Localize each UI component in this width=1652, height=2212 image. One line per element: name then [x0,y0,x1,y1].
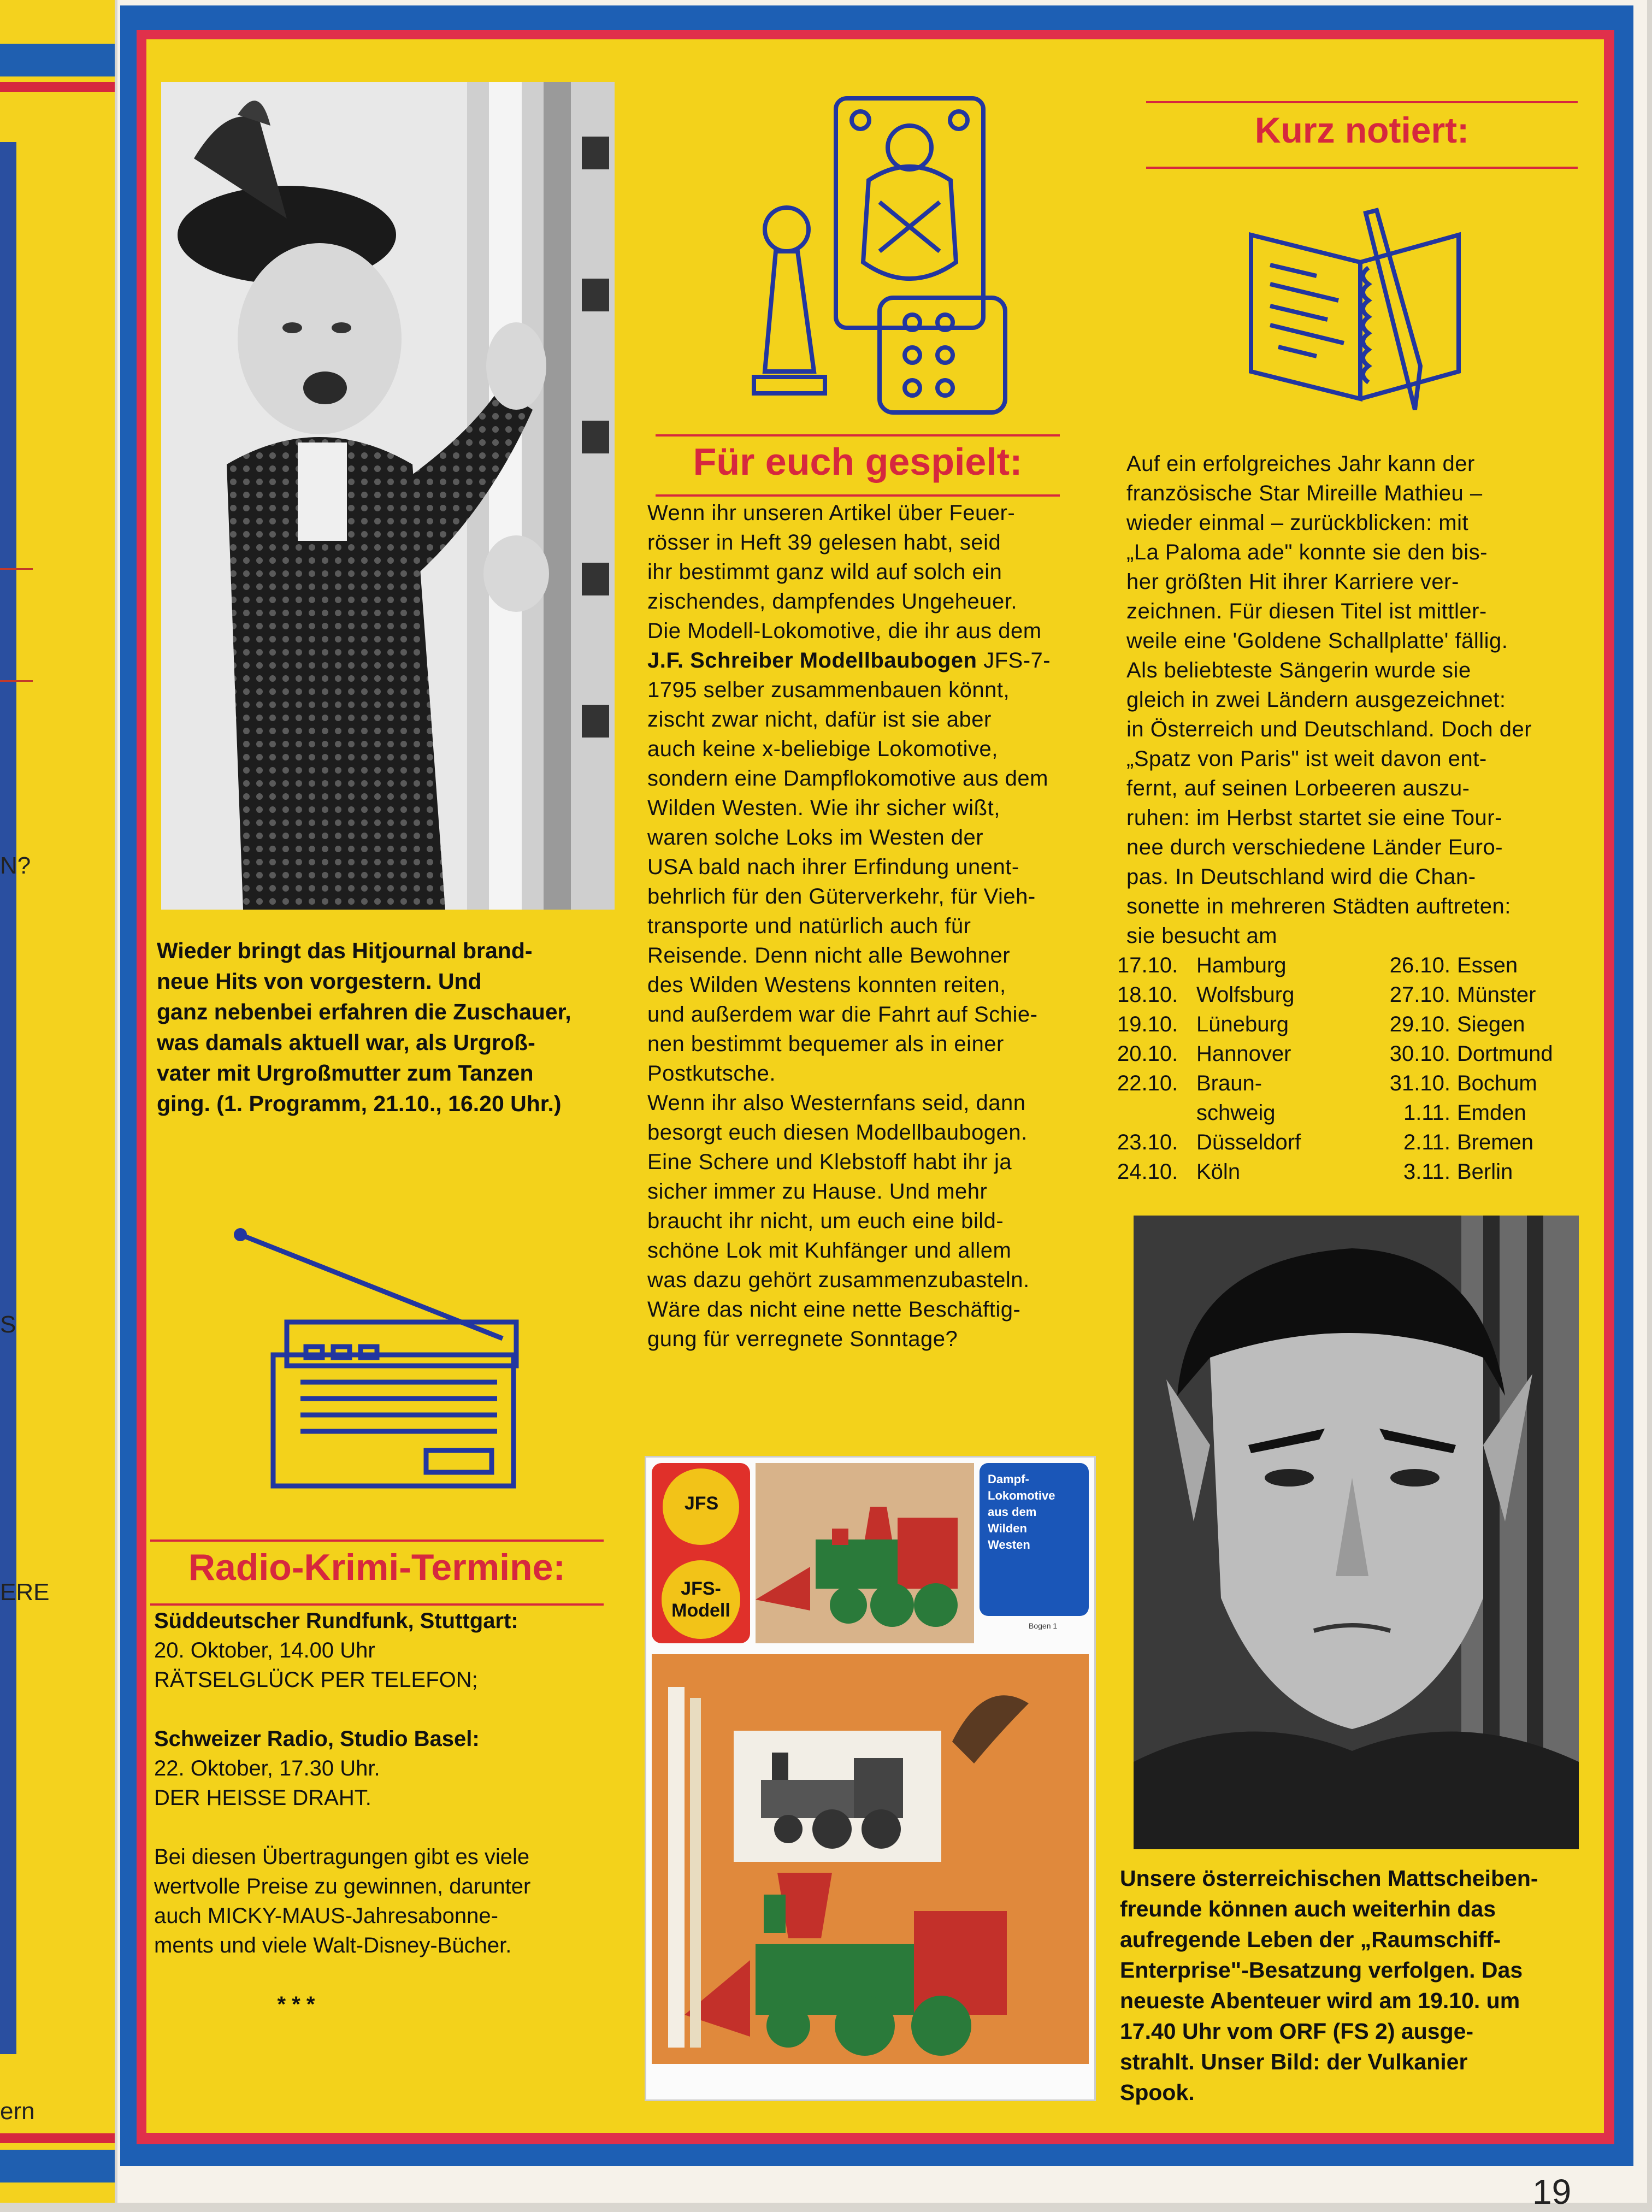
article-line: schöne Lok mit Kuhfänger und allem [647,1238,1012,1263]
tour-date: 27.10. [1389,983,1450,1007]
prizes-line: ments und viele Walt-Disney-Bücher. [154,1933,512,1957]
tour-date-row [1117,1128,1301,1157]
tour-city: Braun- [1196,1071,1262,1095]
radio-heading-rule-bottom [150,1603,604,1606]
tour-city: Siegen [1457,1012,1525,1036]
product-code: JFS-7- [977,648,1051,673]
article-line: weile eine 'Goldene Schallplatte' fällig. [1126,629,1508,653]
tour-date-row [1117,1010,1289,1039]
tour-date: 24.10. [1117,1160,1178,1184]
article-line: des Wilden Westens konnten reiten, [647,973,1006,997]
tour-date-row [1117,980,1294,1010]
tour-dates-right [1371,951,1590,1191]
article-line: Wenn ihr unseren Artikel über Feuer- [647,501,1016,525]
tour-date-row [1117,1157,1240,1187]
caption-line: neue Hits von vorgestern. Und [157,969,482,994]
tour-date: 22.10. [1117,1071,1178,1095]
article-line: Wäre das nicht eine nette Beschäftig- [647,1297,1021,1322]
page-number: 19 [1532,2172,1572,2211]
caption-line: was damals aktuell war, als Urgroß- [157,1030,535,1055]
station-name: Süddeutscher Rundfunk, Stuttgart: [154,1609,518,1633]
package-title [988,1471,1083,1553]
tour-date-row [1371,1069,1537,1098]
article-line: waren solche Loks im Westen der [647,825,984,850]
caption-line: strahlt. Unser Bild: der Vulkanier [1120,2049,1468,2074]
article-line: „La Paloma ade" konnte sie den bis- [1126,540,1488,564]
article-line: rösser in Heft 39 gelesen habt, seid [647,530,1001,555]
radio-krimi-heading: Radio-Krimi-Termine: [188,1547,566,1588]
article-line: in Österreich und Deutschland. Doch der [1126,717,1532,741]
game-pieces-icon [748,87,1032,426]
article-line: Auf ein erfolgreiches Jahr kann der [1126,452,1475,476]
article-line: sondern eine Dampflokomotive aus dem [647,766,1048,791]
caption-line: aufregende Leben der „Raumschiff- [1120,1927,1501,1952]
jfs-logo: JFS [684,1493,719,1514]
article-line: französische Star Mireille Mathieu – [1126,481,1483,505]
model-train-article [647,498,1095,1354]
right-heading-rule-bottom [1146,167,1578,169]
previous-page-edge [0,0,115,2203]
article-line: Eine Schere und Klebstoff habt ihr ja [647,1150,1012,1174]
tour-city: Essen [1457,953,1518,977]
broadcast-date: 20. Oktober, 14.00 Uhr [154,1638,375,1662]
tour-city: Bremen [1457,1130,1534,1154]
caption-line: ging. (1. Programm, 21.10., 16.20 Uhr.) [157,1091,562,1116]
tour-date: 2.11. [1403,1130,1450,1154]
article-line: pas. In Deutschland wird die Chan- [1126,865,1476,889]
article-line: 1795 selber zusammenbauen könnt, [647,678,1010,702]
article-line: sonette in mehreren Städten auftreten: [1126,894,1511,918]
tour-city: Dortmund [1457,1042,1553,1066]
middle-heading-rule-top [656,434,1060,436]
tour-date-row [1117,1039,1291,1069]
article-line: sicher immer zu Hause. Und mehr [647,1179,988,1204]
article-line: besorgt euch diesen Modellbaubogen. [647,1120,1028,1145]
tour-date: 31.10. [1389,1071,1450,1095]
caption-line: vater mit Urgroßmutter zum Tanzen [157,1060,534,1086]
package-title-line: aus dem [988,1505,1037,1519]
article-line: sie besucht am [1126,924,1278,948]
article-line: ruhen: im Herbst startet sie eine Tour- [1126,806,1502,830]
radio-icon [229,1218,524,1502]
article-line: ihr bestimmt ganz wild auf solch ein [647,560,1002,584]
previous-page-fragment: ERE [0,1579,50,1606]
tour-date: 1.11. [1403,1101,1450,1125]
tour-city: Bochum [1457,1071,1537,1095]
notebook-pen-icon [1240,202,1480,421]
article-line: Als beliebteste Sängerin wurde sie [1126,658,1471,682]
article-line: transporte und natürlich auch für [647,914,971,938]
tour-city: Berlin [1457,1160,1513,1184]
tour-date-row [1117,1098,1276,1128]
tour-date: 23.10. [1117,1130,1178,1154]
caption-line: Spook. [1120,2080,1195,2105]
tour-city: Hannover [1196,1042,1291,1066]
package-title-line: Westen [988,1538,1030,1552]
article-line: gleich in zwei Ländern ausgezeichnet: [1126,688,1506,712]
caption-line: Wieder bringt das Hitjournal brand- [157,938,533,963]
station-name: Schweizer Radio, Studio Basel: [154,1727,480,1751]
tour-dates-left [1117,951,1358,1191]
tour-date-row [1371,1098,1526,1128]
tour-date-row [1117,1069,1262,1098]
tour-date: 17.10. [1117,953,1178,977]
tour-date: 26.10. [1389,953,1450,977]
tour-city: Münster [1457,983,1536,1007]
tour-date: 18.10. [1117,983,1178,1007]
right-heading-rule-top [1146,101,1578,103]
tour-date-row [1371,1128,1533,1157]
tour-city: Emden [1457,1101,1526,1125]
broadcast-title: DER HEISSE DRAHT. [154,1786,371,1810]
article-line [647,646,1095,675]
caption-line: 17.40 Uhr vom ORF (FS 2) ausge- [1120,2019,1474,2044]
article-line: Die Modell-Lokomotive, die ihr aus dem [647,619,1042,643]
tour-date-row [1371,1157,1513,1187]
previous-page-fragment: ern [0,2098,35,2125]
tour-date-row [1371,951,1518,980]
package-title-line: Wilden [988,1521,1027,1535]
tour-city: Wolfsburg [1196,983,1295,1007]
prizes-line: Bei diesen Übertragungen gibt es viele [154,1845,530,1869]
caption-line: Enterprise"-Besatzung verfolgen. Das [1120,1957,1523,1983]
article-line: auch keine x-beliebige Lokomotive, [647,737,998,761]
prizes-line: wertvolle Preise zu gewinnen, darunter [154,1874,531,1898]
tour-date-row [1371,980,1536,1010]
article-line: her größten Hit ihrer Karriere ver- [1126,570,1459,594]
article-line: nee durch verschiedene Länder Euro- [1126,835,1503,859]
article-line: „Spatz von Paris" ist weit davon ent- [1126,747,1487,771]
previous-page-fragment: N? [0,852,31,879]
article-line: Postkutsche. [647,1061,776,1086]
prizes-line: auch MICKY-MAUS-Jahresabonne- [154,1904,498,1928]
section-stars: * * * [277,1992,315,2016]
tour-city: Düsseldorf [1196,1130,1301,1154]
article-line: nen bestimmt bequemer als in einer [647,1032,1004,1056]
broadcast-date: 22. Oktober, 17.30 Uhr. [154,1756,380,1780]
product-name: J.F. Schreiber Modellbaubogen [647,648,977,673]
tour-date-row [1371,1010,1525,1039]
tour-date-row [1371,1039,1553,1069]
article-line: wieder einmal – zurückblicken: mit [1126,511,1469,535]
tour-date: 30.10. [1389,1042,1450,1066]
caption-line: neueste Abenteuer wird am 19.10. um [1120,1988,1520,2013]
article-line: zischendes, dampfendes Ungeheuer. [647,589,1017,614]
radio-heading-rule-top [150,1539,604,1542]
article-line: Reisende. Denn nicht alle Bewohner [647,943,1011,968]
caption-line: freunde können auch weiterhin das [1120,1896,1496,1921]
kurz-notiert-heading: Kurz notiert: [1254,110,1470,150]
tour-date: 20.10. [1117,1042,1178,1066]
previous-page-fragment: S [0,1311,16,1338]
middle-heading-rule-bottom [656,494,1060,497]
caption-line: Unsere österreichischen Mattscheiben- [1120,1866,1538,1891]
tour-city: Lüneburg [1196,1012,1289,1036]
model-kit-package [645,1456,1096,2101]
article-line: Wenn ihr also Westernfans seid, dann [647,1091,1026,1115]
tour-city: Hamburg [1196,953,1287,977]
spock-caption [1120,1863,1595,2108]
tour-date: 29.10. [1389,1012,1450,1036]
article-line: zeichnen. Für diesen Titel ist mittler- [1126,599,1487,623]
mireille-mathieu-article [1126,449,1574,951]
article-line: USA bald nach ihrer Erfindung unent- [647,855,1019,879]
tour-date: 19.10. [1117,1012,1178,1036]
tour-city: Köln [1196,1160,1241,1184]
article-line: braucht ihr nicht, um euch eine bild- [647,1209,1004,1233]
tour-city: schweig [1196,1101,1276,1125]
broadcast-title: RÄTSELGLÜCK PER TELEFON; [154,1668,478,1692]
package-title-line: Lokomotive [988,1489,1055,1502]
article-line: behrlich für den Güterverkehr, für Vieh- [647,884,1036,909]
radio-schedule [154,1606,624,2019]
tour-date: 3.11. [1403,1160,1450,1184]
caption-line: ganz nebenbei erfahren die Zuschauer, [157,999,571,1024]
spock-photo [1134,1216,1579,1849]
hitjournal-caption [157,935,632,1119]
fuer-euch-gespielt-heading: Für euch gespielt: [693,440,1023,483]
article-line: und außerdem war die Fahrt auf Schie- [647,1002,1038,1027]
hitjournal-photo [161,82,615,910]
package-title-line: Dampf- [988,1472,1029,1486]
article-line: Wilden Westen. Wie ihr sicher wißt, [647,796,1000,820]
jfs-modell-badge: JFS-Modell [671,1578,730,1621]
tour-date-row [1117,951,1287,980]
article-line: was dazu gehört zusammenzubasteln. [647,1268,1030,1292]
article-line: gung für verregnete Sonntage? [647,1327,958,1351]
article-line: fernt, auf seinen Lorbeeren auszu- [1126,776,1470,800]
article-line: zischt zwar nicht, dafür ist sie aber [647,707,992,732]
package-sheet-label: Bogen 1 [1029,1621,1058,1630]
